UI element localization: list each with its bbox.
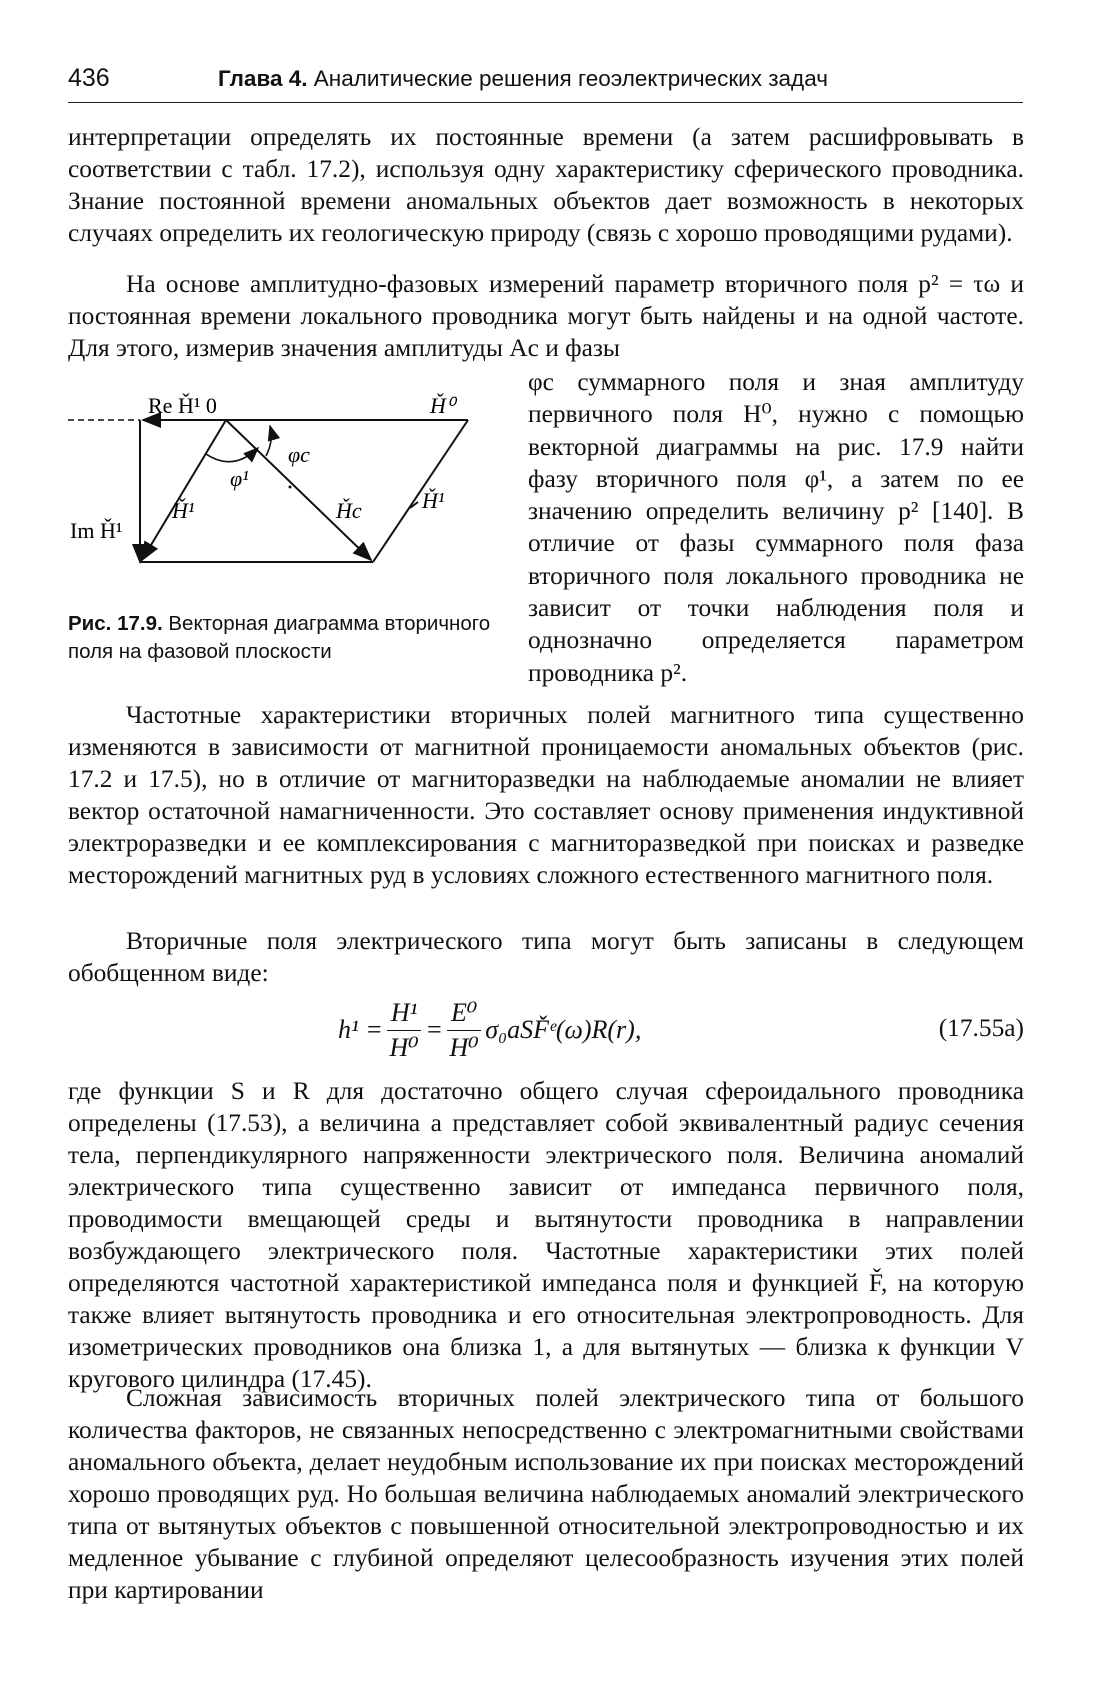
paragraph-4: Вторичные поля электрического типа могут быть записаны в следующем обобщенном виде: (68, 927, 1024, 987)
figure-17-9 (68, 390, 508, 590)
paragraph-3: Частотные характеристики вторичных полей магнитного типа существенно изменяются в зависимости от магнитной проницаемости аномальных объектов (рис. 17.2 и 17.5), но в отличие от магниторазведки на наблюдаемые аномалии не влияет вектор остаточной намагниченности. Это составляет основу применения индуктивной электроразведки и ее комплексирования с магниторазведкой при поисках и разведке месторождений магнитных руд в условиях сложного естественного магнитного поля. (68, 701, 1024, 889)
equation-body (338, 990, 641, 1070)
figure-caption (68, 610, 508, 666)
label-re-h1: Re Ȟ¹ 0 (148, 393, 217, 418)
eq-frac-1-den: H⁰ (389, 1032, 419, 1062)
right-edge (373, 420, 468, 562)
label-h0: Ȟ⁰ (430, 393, 455, 418)
chapter-title: Аналитические решения геоэлектрических задач (313, 66, 828, 91)
caption-text: Векторная диаграмма вторичного поля на фазовой плоскости (68, 612, 491, 663)
running-header (68, 62, 1023, 103)
eq-frac-1 (387, 996, 422, 1065)
paragraph-6: Сложная зависимость вторичных полей электрического типа от большого количества факторов, не связанных непосредственно с электромагнитными свойствами аномального объекта, делает неудобным использование их при поисках месторождений хорошо проводящих руд. Но большая величина наблюдаемых аномалий электрического типа от вытянутых объектов с повышенной относительной электропроводностью и их медленное убывание с глубиной определяют целесообразность изучения этих полей при картировании (68, 1384, 1024, 1604)
h1-vector-left (142, 420, 226, 560)
eq-lhs: h¹ = (338, 1015, 383, 1044)
vector-diagram (68, 390, 508, 590)
label-hc: Ȟc (336, 498, 362, 523)
phic-arc (266, 426, 271, 456)
page-number: 436 (68, 64, 110, 92)
label-phi-c: φc (288, 442, 310, 467)
equation-number: (17.55a) (938, 1014, 1024, 1042)
eq-frac-2-num: E⁰ (447, 996, 481, 1031)
paragraph-2: На основе амплитудно-фазовых измерений параметр вторичного поля p² = τω и постоянная времени локального проводника могут быть найдены и на одной частоте. Для этого, измерив значения амплитуды Aс и фазы (68, 270, 1024, 362)
eq-frac-1-num: H¹ (387, 996, 422, 1031)
label-im-h1: Im Ȟ¹ (70, 518, 123, 543)
origin-dot (289, 486, 292, 489)
equation-17-55a (338, 990, 1024, 1070)
paragraph-5: где функции S и R для достаточно общего случая сфероидального проводника определены (17.53), а величина a представляет собой эквивалентный радиус сечения тела, перпендикулярного напряженности электрического поля. Величина аномалий электрического типа существенно зависит от импеданса первичного поля, проводимости вмещающей среды и вытянутости проводника в направлении возбуждающего электрического поля. Частотные характеристики этих полей определяются частотной характеристикой импеданса поля и функцией F̌, на которую также влияет вытянутость проводника и его относительная электропроводность. Для изометрических проводников она близка 1, а для вытянутых — близка к функции V кругового цилиндра (17.45). (68, 1077, 1024, 1393)
caption-label: Рис. 17.9. (68, 612, 163, 635)
phi1-arc (206, 448, 258, 462)
paragraph-1: интерпретации определять их постоянные времени (а затем расшифровывать в соответствии с табл. 17.2), используя одну характеристику сферического проводника. Знание постоянной времени аномальных объектов дает возможность в некоторых случаях определить их геологическую природу (связь с хорошо проводящими рудами). (68, 123, 1024, 247)
eq-frac-2 (447, 996, 481, 1065)
label-phi1: φ¹ (230, 466, 249, 491)
eq-tail: σ₀aSF̌ᵉ(ω)R(r), (485, 1015, 642, 1044)
label-h1-left: Ȟ¹ (172, 498, 195, 523)
label-h1-right: Ȟ¹ (422, 488, 445, 513)
paragraph-2-side: φс суммарного поля и зная амплитуду первичного поля H⁰, нужно с помощью векторной диаграммы на рис. 17.9 найти фазу вторичного поля φ¹, а затем по ее значению определить величину p² [140]. В отличие от фазы суммарного поля фаза вторичного поля локального проводника не зависит от точки наблюдения поля и однозначно определяется параметром проводника p². (528, 368, 1024, 687)
eq-frac-2-den: H⁰ (449, 1032, 479, 1062)
chapter-label: Глава 4. (218, 66, 308, 91)
running-title (218, 66, 828, 92)
eq-equals: = (425, 1015, 443, 1044)
